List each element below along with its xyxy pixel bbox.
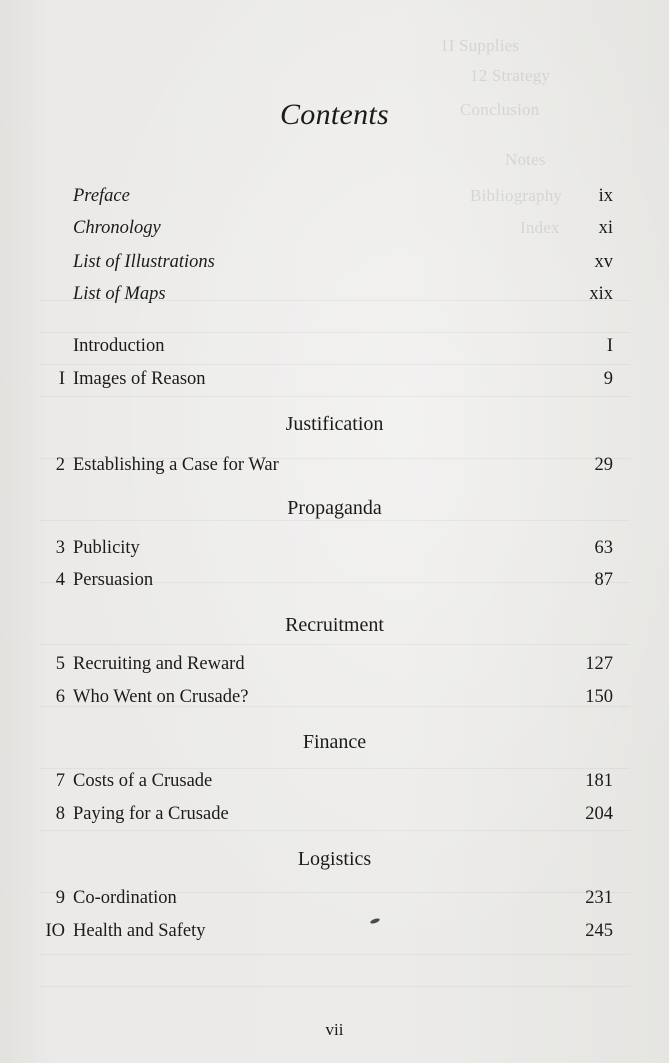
- toc-entry-page: 63: [594, 538, 613, 558]
- toc-entry-chapter-10[interactable]: [0, 921, 669, 947]
- bleed-through-text: 12 Strategy: [470, 66, 551, 85]
- section-heading-logistics: Logistics: [297, 848, 372, 870]
- toc-entry-label: Establishing a Case for War: [73, 455, 279, 475]
- toc-entry-page: 245: [585, 921, 613, 941]
- toc-entry-page: xi: [598, 218, 613, 238]
- section-heading-recruitment: Recruitment: [285, 614, 384, 636]
- toc-entry-label: Who Went on Crusade?: [73, 687, 249, 707]
- toc-entry-introduction[interactable]: [0, 336, 669, 362]
- toc-entry-list-of-maps[interactable]: [0, 284, 669, 310]
- toc-entry-label: Preface: [73, 186, 130, 206]
- toc-entry-label: Publicity: [73, 538, 140, 558]
- bleed-through-line: [40, 954, 630, 955]
- toc-entry-page: I: [606, 336, 613, 356]
- toc-entry-page: 204: [585, 804, 613, 824]
- toc-entry-chapter-2[interactable]: [0, 455, 669, 481]
- chapter-number: I: [58, 369, 65, 389]
- toc-entry-chapter-3[interactable]: [0, 538, 669, 564]
- toc-entry-label: Images of Reason: [73, 369, 206, 389]
- toc-entry-chapter-7[interactable]: [0, 771, 669, 797]
- toc-entry-chapter-8[interactable]: [0, 804, 669, 830]
- toc-entry-label: Paying for a Crusade: [73, 804, 229, 824]
- toc-entry-label: Costs of a Crusade: [73, 771, 213, 791]
- bleed-through-text: Bibliography: [470, 186, 563, 205]
- toc-entry-label: Persuasion: [73, 570, 154, 590]
- toc-entry-label: List of Maps: [73, 284, 166, 304]
- toc-entry-chronology[interactable]: [0, 218, 669, 244]
- bleed-through-line: [40, 520, 630, 521]
- chapter-number: 5: [55, 654, 65, 674]
- bleed-through-line: [40, 768, 630, 769]
- bleed-through-line: [40, 332, 630, 333]
- bleed-through-line: [40, 986, 630, 987]
- bleed-through-text: Notes: [505, 150, 546, 169]
- toc-entry-chapter-1[interactable]: [0, 369, 669, 395]
- toc-entry-label: Recruiting and Reward: [73, 654, 245, 674]
- toc-entry-label: Chronology: [73, 218, 161, 238]
- bleed-through-line: [40, 364, 630, 365]
- toc-entry-page: xv: [594, 252, 613, 272]
- chapter-number: 7: [55, 771, 65, 791]
- toc-entry-chapter-4[interactable]: [0, 570, 669, 596]
- toc-entry-chapter-9[interactable]: [0, 888, 669, 914]
- toc-entry-page: 127: [585, 654, 613, 674]
- chapter-number: 6: [55, 687, 65, 707]
- chapter-number: 9: [55, 888, 65, 908]
- section-heading-propaganda: Propaganda: [287, 497, 382, 519]
- chapter-number: 8: [55, 804, 65, 824]
- chapter-number: 4: [55, 570, 65, 590]
- bleed-through-text: Conclusion: [460, 100, 540, 119]
- toc-entry-page: 87: [594, 570, 613, 590]
- section-heading-finance: Finance: [302, 731, 367, 753]
- section-heading-justification: Justification: [285, 413, 384, 435]
- toc-entry-page: ix: [598, 186, 613, 206]
- toc-entry-page: 9: [603, 369, 613, 389]
- toc-entry-label: Introduction: [73, 336, 165, 356]
- bleed-through-line: [40, 396, 630, 397]
- chapter-number: 3: [55, 538, 65, 558]
- toc-entry-chapter-6[interactable]: [0, 687, 669, 713]
- toc-entry-label: Health and Safety: [73, 921, 206, 941]
- toc-entry-preface[interactable]: [0, 186, 669, 212]
- toc-entry-chapter-5[interactable]: [0, 654, 669, 680]
- chapter-number: IO: [45, 921, 65, 941]
- contents-title: Contents: [279, 98, 390, 131]
- toc-entry-page: 29: [594, 455, 613, 475]
- bleed-through-line: [40, 830, 630, 831]
- bleed-through-line: [40, 644, 630, 645]
- bleed-through-text: 1I Supplies: [440, 36, 520, 55]
- page-number: vii: [325, 1020, 344, 1039]
- toc-entry-page: 231: [585, 888, 613, 908]
- toc-entry-label: Co-ordination: [73, 888, 177, 908]
- toc-entry-page: xix: [589, 284, 613, 304]
- toc-entry-page: 150: [585, 687, 613, 707]
- toc-entry-list-of-illustrations[interactable]: [0, 252, 669, 278]
- bleed-through-text: Index: [520, 218, 560, 237]
- chapter-number: 2: [55, 455, 65, 475]
- toc-entry-page: 181: [585, 771, 613, 791]
- toc-entry-label: List of Illustrations: [73, 252, 215, 272]
